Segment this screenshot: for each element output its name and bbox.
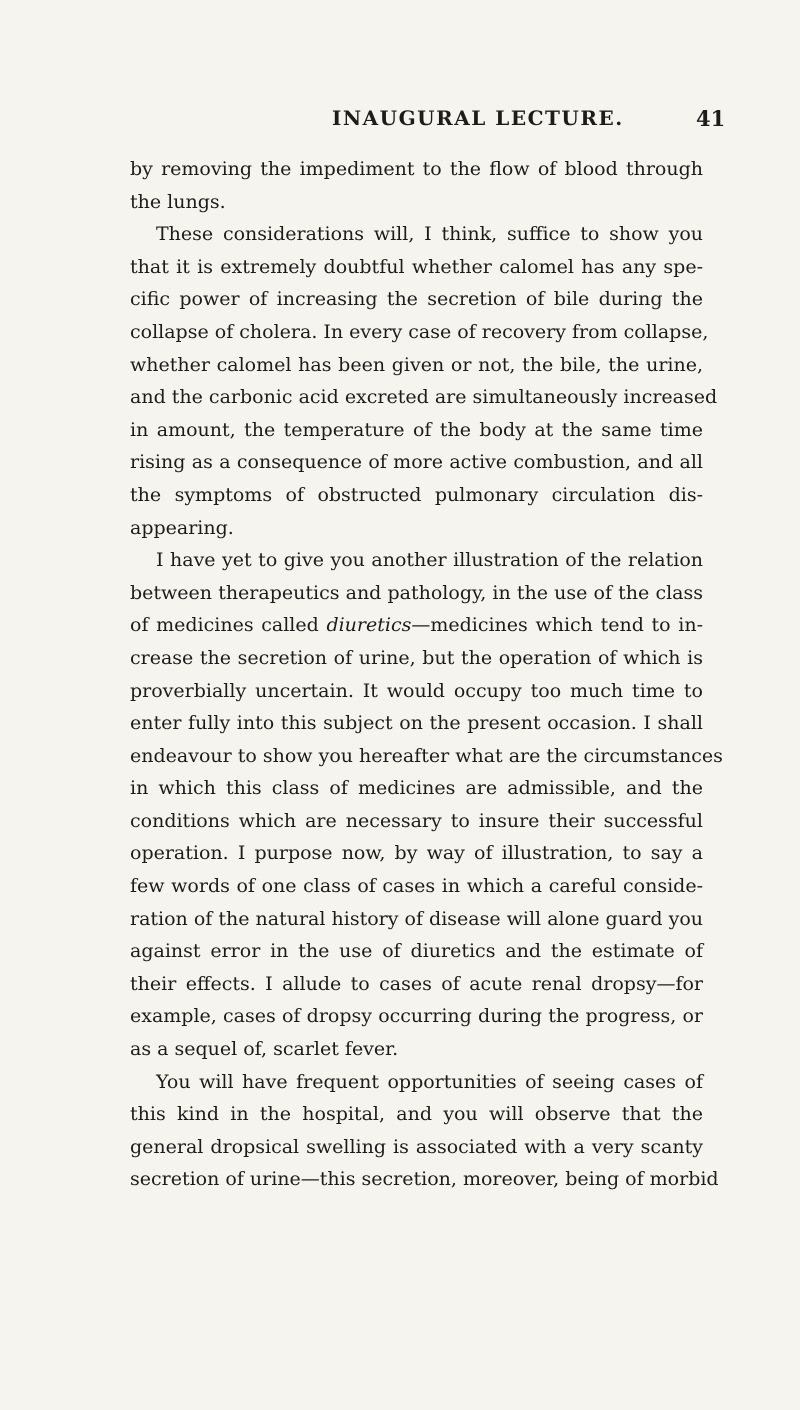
text-line: their effects. I allude to cases of acute renal dropsy—for — [130, 972, 703, 995]
text-line: crease the secretion of urine, but the operation of which is — [130, 646, 703, 669]
text-line: as a sequel of, scarlet fever. — [130, 1038, 399, 1061]
text-line: appearing. — [130, 516, 234, 539]
text-line: I have yet to give you another illustration of the relation — [156, 549, 703, 572]
text-line: proverbially uncertain. It would occupy too much time to — [130, 679, 703, 702]
text-line: example, cases of dropsy occurring during the progress, or — [130, 1005, 703, 1028]
text-line: secretion of urine—this secretion, moreover, being of morbid — [130, 1168, 719, 1191]
text-line: operation. I purpose now, by way of illustration, to say a — [130, 842, 703, 865]
text-line: You will have frequent opportunities of seeing cases of — [156, 1070, 703, 1093]
text-line: the lungs. — [130, 190, 226, 213]
text-line: whether calomel has been given or not, the bile, the urine, — [130, 353, 703, 376]
text-line: and the carbonic acid excreted are simultaneously increased — [130, 386, 718, 409]
text-line: ration of the natural history of disease will alone guard you — [130, 907, 703, 930]
page-number: 41 — [696, 106, 726, 131]
running-title: INAUGURAL LECTURE. — [332, 106, 624, 130]
text-line: the symptoms of obstructed pulmonary circulation dis- — [130, 483, 703, 506]
running-head — [0, 106, 800, 136]
text-line: between therapeutics and pathology, in the use of the class — [130, 581, 703, 604]
text-line: general dropsical swelling is associated with a very scanty — [130, 1135, 703, 1158]
text-line: against error in the use of diuretics and the estimate of — [130, 940, 703, 963]
text-line: These considerations will, I think, suffice to show you — [156, 223, 703, 246]
text-line: enter fully into this subject on the present occasion. I shall — [130, 712, 703, 735]
text-segment: —medicines which tend to in- — [411, 614, 703, 637]
text-line-mixed — [130, 609, 703, 642]
text-line: in which this class of medicines are admissible, and the — [130, 777, 703, 800]
text-line: that it is extremely doubtful whether calomel has any spe- — [130, 255, 703, 278]
italic-term: diuretics — [326, 614, 412, 637]
text-line: conditions which are necessary to insure their successful — [130, 809, 703, 832]
text-line: few words of one class of cases in which a careful conside- — [130, 875, 703, 898]
text-line: collapse of cholera. In every case of recovery from collapse, — [130, 320, 709, 343]
text-line: endeavour to show you hereafter what are the circumstances — [130, 744, 723, 767]
text-line: this kind in the hospital, and you will observe that the — [130, 1103, 703, 1126]
text-line: in amount, the temperature of the body at the same time — [130, 418, 703, 441]
text-line: by removing the impediment to the flow of blood through — [130, 158, 703, 180]
text-segment: of medicines called — [130, 614, 327, 637]
text-body — [130, 153, 723, 1196]
text-line: cific power of increasing the secretion of bile during the — [130, 288, 703, 311]
text-line: rising as a consequence of more active combustion, and all — [130, 451, 703, 474]
